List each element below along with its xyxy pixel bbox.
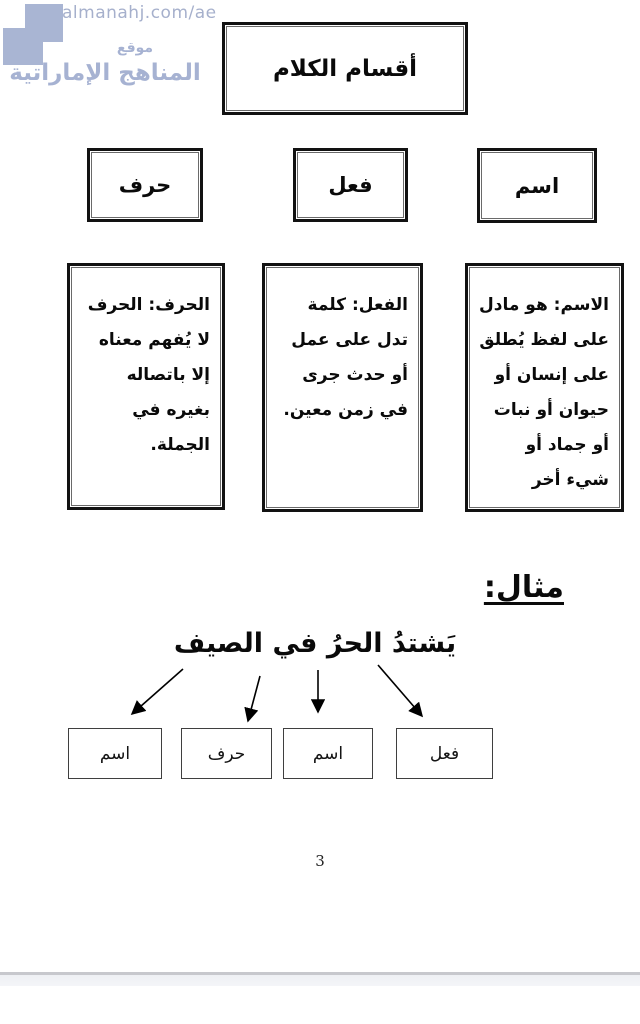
example-sentence: يَشتدُ الحرُ في الصيف [173, 628, 457, 659]
answer-label: حرف [207, 743, 246, 764]
definition-text-fil: الفعل: كلمة تدل على عمل أو حدث جرى في زمن معين. [283, 295, 408, 420]
page-title: أقسام الكلام [272, 55, 418, 82]
answer-box-4 [396, 728, 493, 779]
example-heading: مثال: [483, 570, 564, 605]
definition-box-harf [67, 263, 225, 510]
answer-box-2 [181, 728, 272, 779]
definition-text-harf: الحرف: الحرف لا يُفهم معناه إلا باتصاله بغيره في الجملة. [87, 295, 210, 455]
answer-box-3 [283, 728, 373, 779]
answer-box-1 [68, 728, 162, 779]
definition-box-fil [262, 263, 423, 512]
definition-text-ism: الاسم: هو مادل على لفظ يُطلق على إنسان أو حيوان أو نبات أو جماد أو شيء أخر [479, 295, 609, 490]
category-box-harf [87, 148, 203, 222]
answer-label: فعل [429, 743, 460, 764]
category-box-fil [293, 148, 408, 222]
title-box-inner [226, 26, 464, 111]
category-label-ism: اسم [514, 173, 560, 198]
page-number: 3 [315, 852, 325, 870]
answer-label: اسم [99, 743, 131, 764]
arrow-to-fil [378, 665, 422, 716]
title-box [222, 22, 468, 115]
category-box-ism [477, 148, 597, 223]
page-divider-band [0, 975, 640, 986]
watermark-site-word: موقع [116, 40, 154, 56]
arrow-to-harf [248, 676, 260, 721]
answer-label: اسم [312, 743, 344, 764]
category-label-fil: فعل [328, 173, 373, 197]
category-label-harf: حرف [118, 173, 172, 197]
watermark-site-name: المناهج الإماراتية [9, 60, 201, 86]
definition-box-ism [465, 263, 624, 512]
watermark-url: almanahj.com/ae [62, 3, 217, 23]
arrow-to-ism-1 [132, 669, 183, 714]
